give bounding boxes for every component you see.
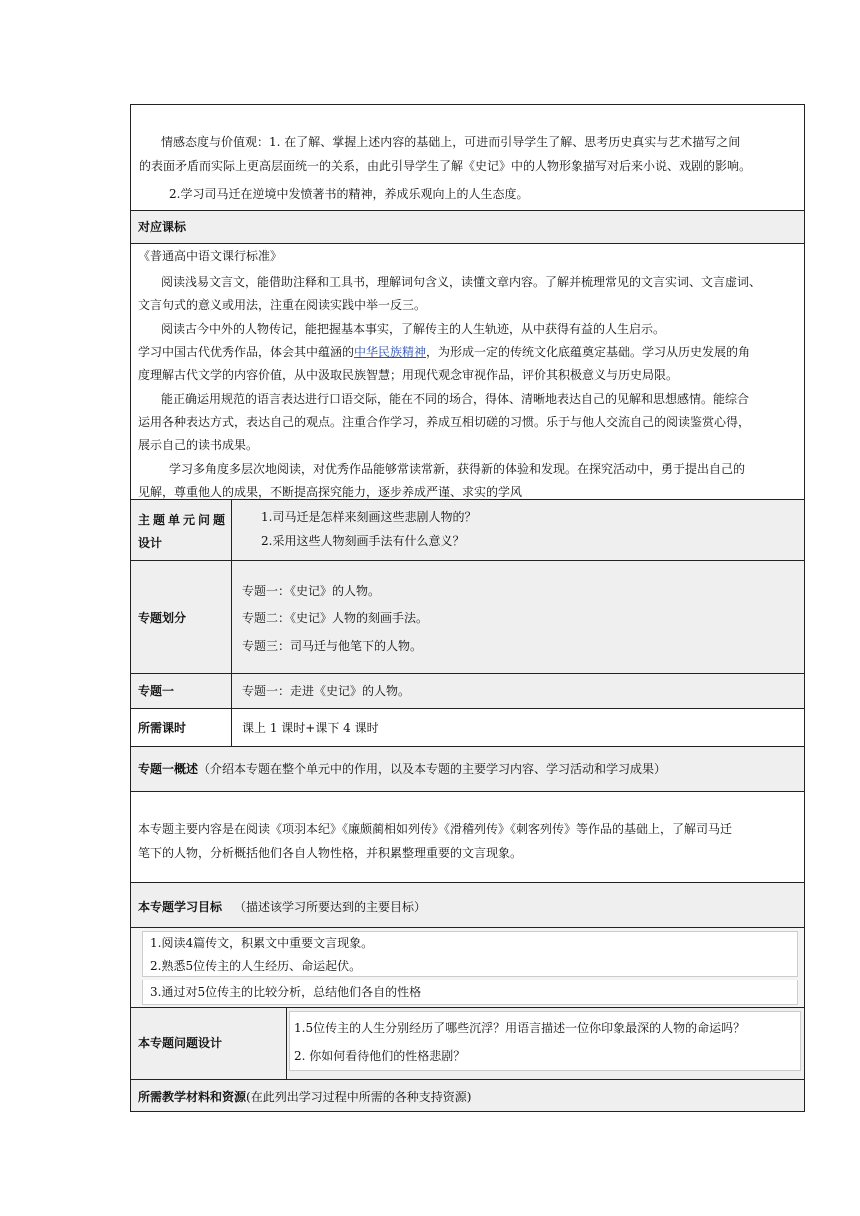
standards-text: 学习中国古代优秀作品，体会其中蕴涵的 bbox=[138, 345, 355, 359]
goals-body bbox=[131, 927, 804, 1007]
topic-division-label: 专题划分 bbox=[138, 611, 187, 625]
unit-question-row bbox=[131, 499, 804, 560]
problem-question-1: 1.5位传主的人生分别经历了哪些沉浮？用语言描述一位你印象最深的人物的命运吗？ bbox=[294, 1021, 746, 1035]
topic-item-1: 专题一：《史记》的人物。 bbox=[242, 584, 381, 598]
topic-item-2: 专题二：《史记》人物的刻画手法。 bbox=[242, 611, 429, 625]
standards-text: ，为形成一定的传统文化底蕴奠定基础。学习从历史发展的角 bbox=[426, 345, 751, 359]
hours-label: 所需课时 bbox=[138, 721, 187, 735]
unit-question-1: 1.司马迁是怎样来刻画这些悲剧人物的？ bbox=[261, 510, 477, 524]
materials-header bbox=[138, 1087, 471, 1107]
standards-line: 阅读古今中外的人物传记，能把握基本事实，了解传主的人生轨迹，从中获得有益的人生启示。 bbox=[161, 322, 666, 336]
standards-source: 《普通高中语文课行标准》 bbox=[138, 249, 283, 263]
problem-design-label: 本专题问题设计 bbox=[138, 1036, 223, 1050]
problem-question-2: 2. 你如何看待他们的性格悲剧？ bbox=[294, 1049, 466, 1063]
goal-item-3: 3.通过对5位传主的比较分析，总结他们各自的性格 bbox=[150, 985, 422, 999]
goals-box bbox=[142, 931, 798, 977]
standards-header: 对应课标 bbox=[138, 220, 187, 234]
standards-body bbox=[131, 243, 804, 499]
overview-body bbox=[131, 791, 804, 882]
overview-label: 专题一概述 bbox=[138, 762, 199, 776]
attitude-line-1: 情感态度与价值观：1. 在了解、掌握上述内容的基础上，可进而引导学生了解、思考历史真实与艺术描写之间 bbox=[161, 135, 741, 149]
standards-line-with-link bbox=[138, 342, 750, 362]
hours-row bbox=[131, 708, 804, 746]
topic-one-label: 专题一 bbox=[138, 684, 175, 698]
topic-one-value: 专题一：走进《史记》的人物。 bbox=[242, 684, 411, 698]
topic-one-row bbox=[131, 673, 804, 708]
topic-item-3: 专题三：司马迁与他笔下的人物。 bbox=[242, 639, 423, 653]
standards-line: 学习多角度多层次地阅读，对优秀作品能够常读常新，获得新的体验和发现。在探究活动中，勇于提出自己的 bbox=[169, 462, 746, 476]
problem-design-row bbox=[131, 1007, 804, 1079]
overview-note: （介绍本专题在整个单元中的作用，以及本专题的主要学习内容、学习活动和学习成果） bbox=[198, 762, 667, 776]
topic-division-row bbox=[131, 560, 804, 673]
overview-line: 笔下的人物，分析概括他们各自人物性格，并积累整理重要的文言现象。 bbox=[138, 846, 523, 860]
goals-header bbox=[138, 897, 426, 917]
goals-box-2 bbox=[142, 980, 798, 1005]
unit-question-label: 主题单元问题 bbox=[138, 513, 229, 527]
standards-line: 运用各种表达方式，表达自己的观点。注重合作学习，养成互相切磋的习惯。乐于与他人交流自己的阅读鉴赏心得， bbox=[138, 415, 751, 429]
hours-value: 课上 1 课时+课下 4 课时 bbox=[242, 721, 379, 735]
problem-design-box bbox=[289, 1011, 801, 1071]
goal-item-1: 1.阅读4篇传文，积累文中重要文言现象。 bbox=[150, 936, 374, 950]
unit-question-label-2: 设计 bbox=[138, 536, 163, 550]
standards-line: 阅读浅易文言文，能借助注释和工具书，理解词句含义，读懂文章内容。了解并梳理常见的文言实词、文言虚词、 bbox=[161, 275, 762, 289]
standards-line: 文言句式的意义或用法，注重在阅读实践中举一反三。 bbox=[138, 298, 427, 312]
materials-label: 所需教学材料和资源 bbox=[138, 1090, 247, 1104]
standards-line: 度理解古代文学的内容价值，从中汲取民族智慧；用现代观念审视作品，评价其积极意义与历史局限。 bbox=[138, 368, 679, 382]
national-spirit-link[interactable]: 中华民族精神 bbox=[354, 345, 427, 359]
overview-header bbox=[138, 759, 666, 779]
lesson-plan-table bbox=[130, 104, 805, 1112]
standards-line: 见解，尊重他人的成果，不断提高探究能力，逐步养成严谨、求实的学风 bbox=[138, 485, 523, 499]
overview-line: 本专题主要内容是在阅读《项羽本纪》《廉颇蔺相如列传》《滑稽列传》《刺客列传》等作品的基础上，了解司马迁 bbox=[138, 822, 733, 836]
attitude-item-2: 2.学习司马迁在逆境中发愤著书的精神，养成乐观向上的人生态度。 bbox=[169, 187, 529, 201]
standards-header-row bbox=[131, 210, 804, 243]
attitude-line-2: 的表面矛盾而实际上更高层面统一的关系，由此引导学生了解《史记》中的人物形象描写对后来小说、戏剧的影响。 bbox=[139, 159, 752, 173]
goals-note: （描述该学习所要达到的主要目标） bbox=[234, 900, 427, 914]
materials-note: (在此列出学习过程中所需的各种支持资源) bbox=[246, 1090, 472, 1104]
standards-line: 能正确运用规范的语言表达进行口语交际，能在不同的场合，得体、清晰地表达自己的见解和思想感情。能综合 bbox=[161, 392, 750, 406]
goals-label: 本专题学习目标 bbox=[138, 900, 223, 914]
goal-item-2: 2.熟悉5位传主的人生经历、命运起伏。 bbox=[150, 959, 362, 973]
unit-question-2: 2.采用这些人物刻画手法有什么意义？ bbox=[261, 534, 465, 548]
standards-line: 展示自己的读书成果。 bbox=[138, 438, 259, 452]
overview-header-row bbox=[131, 746, 804, 791]
goals-header-row bbox=[131, 882, 804, 927]
materials-row bbox=[131, 1079, 804, 1111]
